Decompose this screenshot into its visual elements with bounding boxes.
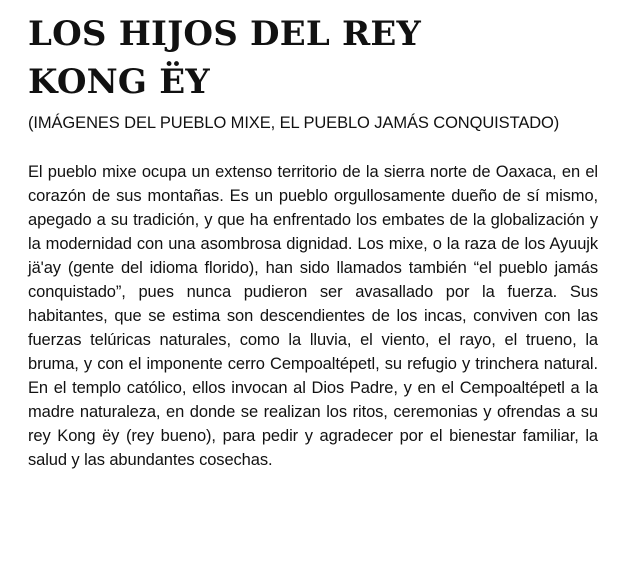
article-title-line-2: KONG ËY <box>28 62 210 102</box>
article <box>28 10 598 472</box>
article-title-line-1: LOS HIJOS DEL REY <box>28 14 422 54</box>
article-title <box>28 10 598 106</box>
article-subtitle: (IMÁGENES DEL PUEBLO MIXE, EL PUEBLO JAMÁS CONQUISTADO) <box>28 114 560 132</box>
article-body: El pueblo mixe ocupa un extenso territorio de la sierra norte de Oaxaca, en el corazón de sus montañas. Es un pueblo orgullosamente dueño de sí mismo, apegado a su tradición, y que ha enfrentado los embates de la globalización y la modernidad con una asombrosa dignidad. Los mixe, o la raza de los Ayuujk jä'ay (gente del idioma florido), han sido llamados también “el pueblo jamás conquistado”, pues nunca pudieron ser avasallado por la fuerza. Sus habitantes, que se estima son descendientes de los incas, conviven con las fuerzas telúricas naturales, como la lluvia, el viento, el rayo, el trueno, la bruma, y con el imponente cerro Cempoaltépetl, su refugio y trinchera natural. En el templo católico, ellos invocan al Dios Padre, y en el Cempoaltépetl a la madre naturaleza, en donde se realizan los ritos, ceremonias y ofrendas a su rey Kong ëy (rey bueno), para pedir y agradecer por el bienestar familiar, la salud y las abundantes cosechas. <box>28 163 598 469</box>
